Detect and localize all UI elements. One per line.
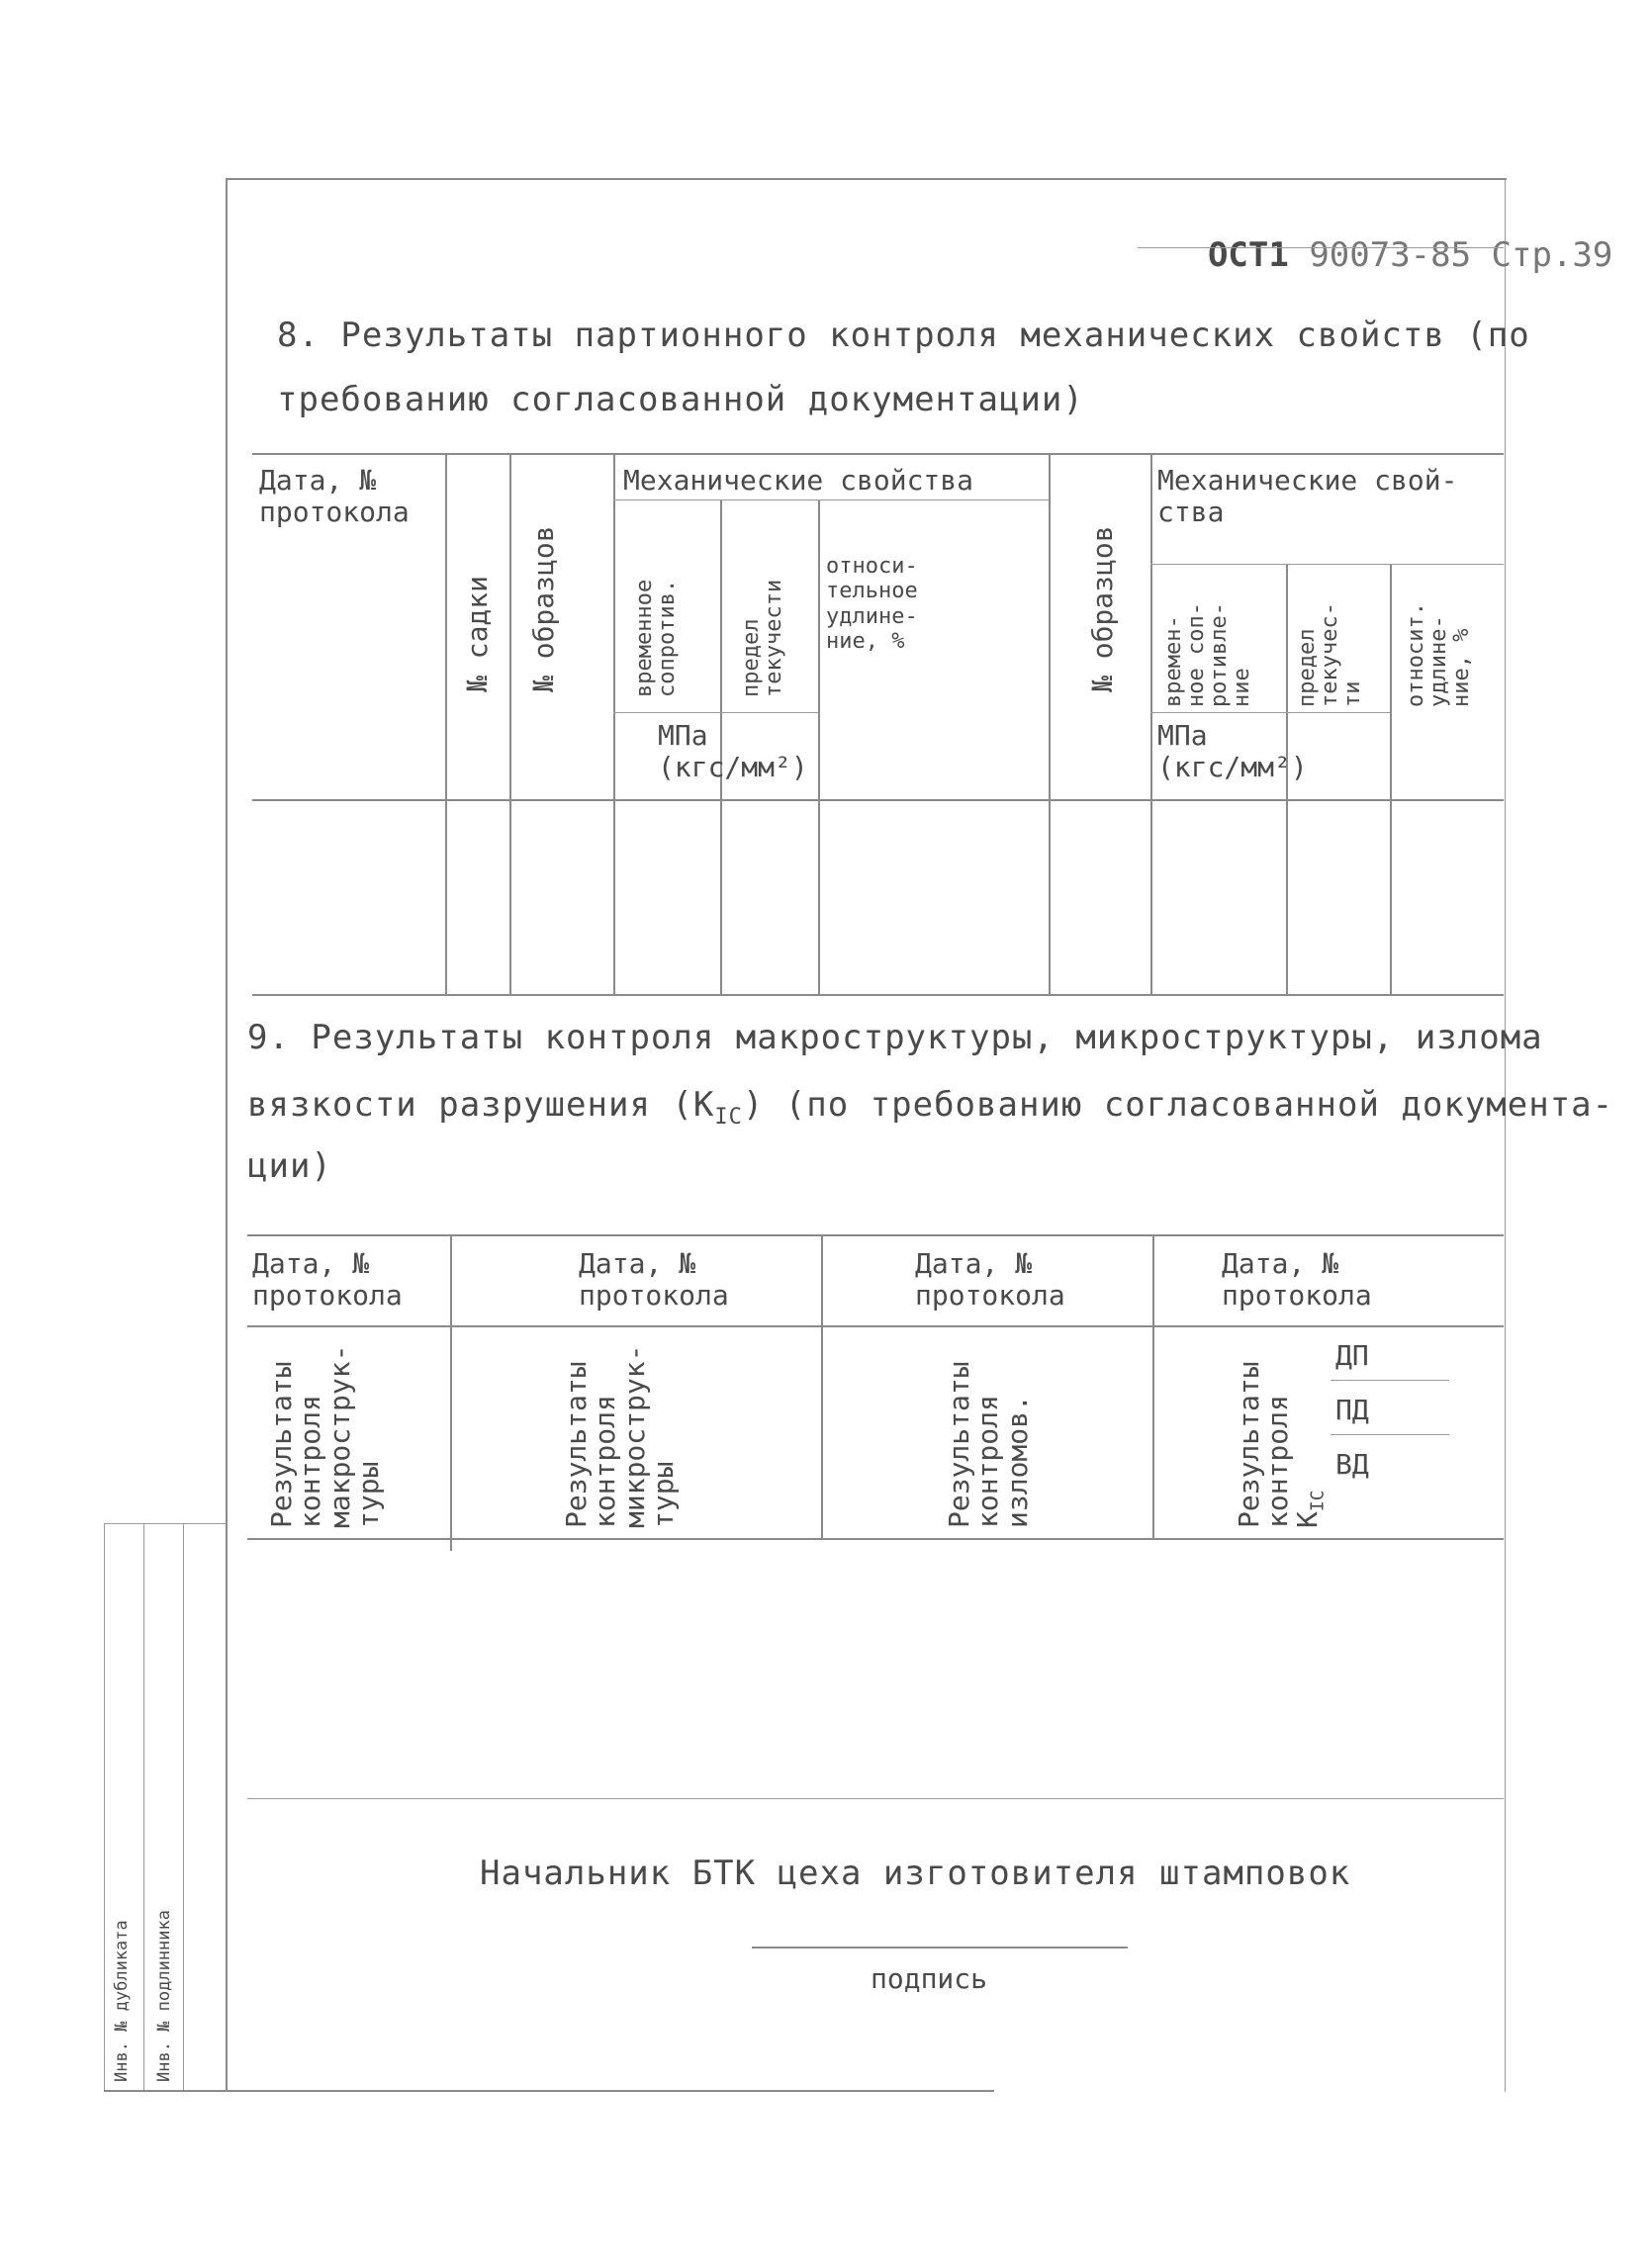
table8-sample-no-2: № образцов	[1086, 525, 1119, 692]
footer-signature-label: подпись	[871, 1962, 988, 1995]
table8-unit-1: МПа (кгс/мм²)	[658, 719, 808, 784]
table8-subheader-line-2	[1150, 564, 1504, 565]
stamp-left-line	[104, 1523, 105, 2090]
table9-micro-results: Результаты контроля микрострук- туры	[560, 1344, 681, 1528]
table9-col-line	[450, 1234, 452, 1551]
table8-yield-2: предел текучес- ти	[1295, 602, 1366, 707]
table9-header-bottom-line	[247, 1325, 1504, 1327]
table8-unit-line	[613, 712, 818, 713]
table8-top-line	[252, 453, 1504, 455]
table9-col-line	[821, 1234, 823, 1538]
signature-line	[752, 1947, 1128, 1949]
table9-kic-divider-2	[1331, 1434, 1449, 1435]
table8-ultimate-strength-2: времен- ное соп- ротивле- ние	[1161, 602, 1255, 707]
table9-kic-results: Результаты контроля $K_{IC}$	[1233, 1361, 1329, 1528]
table9-date-1: Дата, № протокола	[252, 1247, 403, 1313]
table8-sample-no-1: № образцов	[527, 525, 560, 692]
table9-date-3: Дата, № протокола	[915, 1247, 1065, 1313]
table9-date-2: Дата, № протокола	[579, 1247, 729, 1313]
table8-elongation-1: относи- тельное удлине- ние, %	[826, 554, 918, 654]
table9-macro-results: Результаты контроля макрострук- туры	[265, 1344, 386, 1528]
stamp-duplicate-no: Инв. № дубликата	[112, 1920, 132, 2082]
table9-fracture-results: Результаты контроля изломов.	[943, 1361, 1034, 1528]
section9-title-line2: вязкости разрушения $(K_{IC})$ (по требованию согласованной документа-	[247, 1085, 1614, 1130]
table8-unit-2: МПа (кгс/мм²)	[1157, 719, 1308, 784]
footer-chief-title: Начальник БТК цеха изготовителя штамповок	[480, 1854, 1351, 1893]
table8-bottom-line	[252, 994, 1504, 996]
table9-top-line	[247, 1234, 1504, 1236]
stamp-col-line-1	[143, 1523, 144, 2090]
table8-subheader-line	[613, 499, 1049, 500]
table8-col-line	[1049, 453, 1051, 994]
frame-bottom-line	[104, 2090, 994, 2092]
table8-col-line	[613, 453, 615, 994]
footer-separator-line	[247, 1798, 1504, 1799]
section9-title-line3: ции)	[247, 1146, 332, 1186]
table8-unit-line-2	[1150, 712, 1390, 713]
table8-col-line	[1390, 564, 1392, 994]
table8-header-bottom-line	[252, 799, 1504, 801]
table8-heat-no: № садки	[461, 575, 494, 692]
table8-mech-props-2: Механические свой- ства	[1157, 464, 1458, 529]
header-underline	[1138, 247, 1504, 248]
table8-col-line	[445, 453, 447, 994]
stamp-col-line-2	[183, 1523, 184, 2090]
stamp-original-no: Инв. № подлинника	[154, 1910, 174, 2082]
table9-date-4: Дата, № протокола	[1222, 1247, 1372, 1313]
table8-col-line	[818, 499, 820, 994]
table8-yield-1: предел текучести	[739, 579, 787, 697]
table8-elongation-2: относит. удлине- ние, %	[1404, 602, 1475, 707]
frame-right-line	[1505, 178, 1506, 2092]
section9-title-line1: 9. Результаты контроля макроструктуры, микроструктуры, излома	[247, 1018, 1543, 1057]
table8-date-protocol: Дата, № протокола	[259, 464, 410, 529]
frame-left-line	[226, 178, 228, 2092]
table9-kic-row-pd: ПД	[1335, 1394, 1369, 1426]
section8-title-line2: требованию согласованной документации)	[277, 380, 1084, 419]
section8-title-line1: 8. Результаты партионного контроля механических свойств (по	[277, 316, 1530, 355]
table8-col-line	[509, 453, 511, 994]
frame-top-line	[226, 178, 1507, 180]
table9-bottom-line	[247, 1538, 1504, 1540]
table9-kic-divider-1	[1331, 1380, 1449, 1381]
table8-col-line	[1150, 453, 1152, 994]
document-code: ОСТ1 90073-85 Стр.39	[1207, 235, 1613, 276]
table9-kic-row-vd: ВД	[1335, 1448, 1369, 1481]
stamp-top-line	[104, 1523, 226, 1524]
table9-kic-row-dp: ДП	[1335, 1339, 1369, 1372]
table8-mech-props-1: Механические свойства	[623, 464, 974, 497]
table9-col-line	[1152, 1234, 1154, 1538]
table8-ultimate-strength-1: временное сопротив.	[632, 579, 681, 697]
